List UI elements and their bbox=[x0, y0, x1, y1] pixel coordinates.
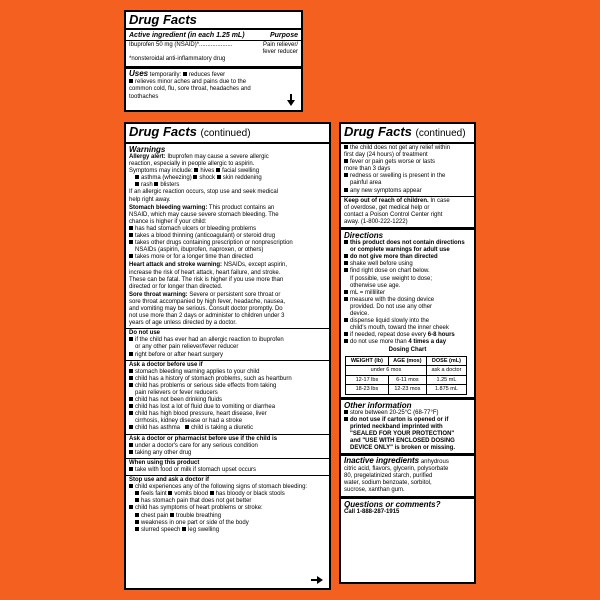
text: Symptoms may include: bbox=[129, 168, 193, 175]
symptom: has bloody or black stools bbox=[215, 491, 285, 498]
symptom: slurred speech bbox=[141, 526, 181, 533]
table-cell: 1.25 mL bbox=[426, 375, 466, 385]
text: citric acid, flavors, glycerin, polysorbate bbox=[344, 466, 449, 473]
list-item-cont: If possible, use weight to dose; bbox=[350, 275, 433, 282]
table-cell: ask a doctor bbox=[426, 366, 466, 376]
bullet-icon bbox=[344, 145, 348, 149]
panel-title: Drug Facts bbox=[129, 124, 197, 139]
text: years of age unless directed by a doctor. bbox=[129, 320, 237, 327]
list-item: child has asthma bbox=[135, 425, 181, 432]
warnings-heading: Warnings bbox=[129, 145, 166, 154]
footnote: *nonsteroidal anti-inflammatory drug bbox=[129, 56, 226, 63]
list-item-cont: and "USE WITH ENCLOSED DOSING bbox=[350, 437, 455, 444]
bullet-icon bbox=[344, 188, 348, 192]
list-item-cont: provided. Do not use any other bbox=[350, 303, 433, 310]
bullet-icon bbox=[129, 383, 133, 387]
symptom: chest pain bbox=[141, 512, 169, 519]
list-item: takes more or for a longer time than directed bbox=[135, 254, 254, 261]
symptom: hives bbox=[200, 168, 215, 175]
list-item: fever or pain gets worse or lasts bbox=[350, 159, 436, 166]
bullet-icon bbox=[135, 527, 139, 531]
text: contact a Poison Control Center right bbox=[344, 211, 443, 218]
text: of overdose, get medical help or bbox=[344, 204, 430, 211]
text: sore throat accompanied by high fever, headache, nausea, bbox=[129, 298, 286, 305]
list-item: do not give more than directed bbox=[350, 254, 438, 261]
text: not use more than 2 days or administer to children under 3 bbox=[129, 313, 285, 320]
bullet-icon bbox=[344, 410, 348, 414]
text: NSAIDs, except aspirin, bbox=[223, 262, 288, 269]
text: directed or for longer than directed. bbox=[129, 283, 223, 290]
table-cell: 6-11 mos bbox=[388, 375, 426, 385]
bullet-icon bbox=[129, 233, 133, 237]
heart-label: Heart attack and stroke warning: bbox=[129, 262, 223, 269]
list-item-cont: device. bbox=[350, 310, 370, 317]
ask-doctor-heading: Ask a doctor before use if bbox=[129, 361, 203, 368]
panel-title: Drug Facts bbox=[129, 12, 197, 27]
list-item: take with food or milk if stomach upset occurs bbox=[135, 466, 257, 473]
table-header: WEIGHT (lb) bbox=[346, 356, 389, 366]
list-item: child is taking a diuretic bbox=[191, 425, 254, 432]
list-item: takes other drugs containing prescription or nonprescription bbox=[135, 240, 293, 247]
symptom: has stomach pain that does not get better bbox=[141, 498, 252, 505]
text: In case bbox=[430, 197, 450, 204]
text: If an allergic reaction occurs, stop use and seek medical bbox=[129, 189, 279, 196]
list-item: stomach bleeding warning applies to your child bbox=[135, 368, 260, 375]
dosing-chart-title: Dosing Chart bbox=[388, 347, 427, 354]
uses-item-cont: common cold, flu, sore throat, headaches and bbox=[129, 86, 251, 93]
bullet-icon bbox=[129, 397, 133, 401]
text: sucrose, xanthan gum. bbox=[344, 487, 405, 494]
symptom: skin reddening bbox=[222, 175, 262, 182]
list-item: redness or swelling is present in the bbox=[350, 173, 446, 180]
uses-heading: Uses bbox=[129, 69, 149, 79]
bullet-icon bbox=[344, 240, 348, 244]
symptom: vomits blood bbox=[174, 491, 209, 498]
list-item: child experiences any of the following signs of stomach bleeding: bbox=[135, 484, 308, 491]
directions-heading: Directions bbox=[344, 231, 384, 241]
bullet-icon bbox=[183, 72, 187, 76]
bullet-icon bbox=[344, 254, 348, 258]
arrow-right-icon bbox=[311, 576, 323, 584]
bullet-icon bbox=[344, 173, 348, 177]
list-item-cont: pain relievers or fever reducers bbox=[135, 390, 218, 396]
bullet-icon bbox=[185, 425, 189, 429]
list-item: child has problems or serious side effects from taking bbox=[135, 382, 277, 389]
panel-title-cont: (continued) bbox=[415, 128, 466, 139]
bullet-icon bbox=[170, 513, 174, 517]
list-item-cont: "SEALED FOR YOUR PROTECTION" bbox=[350, 430, 455, 437]
bullet-icon bbox=[344, 318, 348, 322]
bullet-icon bbox=[129, 484, 133, 488]
symptom: trouble breathing bbox=[176, 512, 222, 519]
table-row bbox=[346, 375, 467, 385]
list-item-cont: NSAIDs (aspirin, ibuprofen, naproxen, or others) bbox=[135, 247, 264, 254]
list-item: dispense liquid slowly into the bbox=[350, 318, 430, 325]
uses-intro: temporarily: bbox=[149, 72, 182, 79]
panel-title: Drug Facts bbox=[344, 124, 412, 139]
text: This product contains an bbox=[208, 204, 275, 211]
list-item-cont: DEVICE ONLY" is broken or missing. bbox=[350, 445, 455, 451]
text: NSAID, which may cause severe stomach bleeding. The bbox=[129, 211, 279, 218]
uses-item: reduces fever bbox=[188, 72, 226, 79]
bullet-icon bbox=[344, 332, 348, 336]
symptom: rash bbox=[141, 182, 153, 189]
list-item-cont: printed neckband imprinted with bbox=[350, 423, 443, 430]
purpose-heading: Purpose bbox=[269, 32, 298, 39]
bullet-icon bbox=[344, 417, 348, 421]
text: Severe or persistent sore throat or bbox=[189, 291, 281, 298]
bullet-icon bbox=[129, 369, 133, 373]
bullet-icon bbox=[129, 240, 133, 244]
bullet-icon bbox=[129, 450, 133, 454]
arrow-down-icon bbox=[287, 94, 295, 106]
text: away. (1-800-222-1222) bbox=[344, 218, 408, 225]
list-item-cont: or any other pain reliever/fever reducer bbox=[135, 344, 239, 351]
list-item: do not use more than bbox=[350, 339, 407, 346]
bullet-icon bbox=[129, 254, 133, 258]
text: anhydrous bbox=[420, 459, 449, 466]
bullet-icon bbox=[129, 226, 133, 230]
stomach-label: Stomach bleeding warning: bbox=[129, 204, 208, 211]
drug-facts-panel-2 bbox=[124, 122, 331, 590]
list-item: measure with the dosing device bbox=[350, 296, 435, 303]
list-item-cont: more than 3 days bbox=[344, 166, 391, 173]
list-item: any new symptoms appear bbox=[350, 187, 422, 194]
table-cell: under 6 mos bbox=[346, 366, 427, 376]
active-ingredient-heading: Active ingredient (in each 1.25 mL) bbox=[129, 32, 245, 39]
bullet-icon bbox=[344, 159, 348, 163]
bullet-icon bbox=[129, 376, 133, 380]
table-cell: 12-23 mos bbox=[388, 385, 426, 395]
list-item: do not use if carton is opened or if bbox=[350, 416, 449, 423]
bullet-icon bbox=[129, 404, 133, 408]
bullet-icon bbox=[344, 268, 348, 272]
list-item: takes a blood thinning (anticoagulant) or steroid drug bbox=[135, 233, 276, 240]
list-item: find right dose on chart below. bbox=[350, 268, 430, 275]
bullet-icon bbox=[135, 513, 139, 517]
list-item: shake well before using bbox=[350, 261, 413, 268]
list-item: taking any other drug bbox=[135, 449, 192, 456]
phone-number: Call 1-888-287-1915 bbox=[344, 508, 400, 515]
list-item: store between 20-25°C (68-77°F) bbox=[350, 409, 439, 416]
symptom: weakness in one part or side of the body bbox=[141, 519, 249, 526]
bullet-icon bbox=[129, 352, 133, 356]
list-item: right before or after heart surgery bbox=[135, 351, 224, 358]
bullet-icon bbox=[193, 175, 197, 179]
bullet-icon bbox=[194, 168, 198, 172]
text: increase the risk of heart attack, heart failure, and stroke. bbox=[129, 269, 281, 276]
list-item: child has lost a lot of fluid due to vomiting or diarrhea bbox=[135, 404, 276, 411]
other-info-heading: Other information bbox=[344, 400, 412, 410]
list-item-cont: otherwise use age. bbox=[350, 282, 401, 289]
list-item-cont: cirrhosis, kidney disease or had a stroke bbox=[135, 418, 243, 425]
table-row bbox=[346, 366, 467, 376]
when-using-heading: When using this product bbox=[129, 459, 200, 466]
text: help right away. bbox=[129, 196, 171, 203]
bullet-icon bbox=[129, 505, 133, 509]
bullet-icon bbox=[217, 175, 221, 179]
list-item: mL = milliliter bbox=[350, 289, 385, 296]
bullet-icon bbox=[344, 261, 348, 265]
stop-use-heading: Stop use and ask a doctor if bbox=[129, 477, 210, 484]
bullet-icon bbox=[344, 297, 348, 301]
bullet-icon bbox=[129, 411, 133, 415]
bullet-icon bbox=[135, 498, 139, 502]
bullet-icon bbox=[154, 182, 158, 186]
do-not-use-heading: Do not use bbox=[129, 330, 160, 337]
table-cell: 18-23 lbs bbox=[346, 385, 389, 395]
bullet-icon bbox=[129, 79, 133, 83]
keep-out-label: Keep out of reach of children. bbox=[344, 197, 429, 204]
list-item-cont: or complete warnings for adult use bbox=[350, 247, 450, 254]
symptom: leg swelling bbox=[188, 526, 220, 533]
bullet-icon bbox=[135, 520, 139, 524]
list-item: child has symptoms of heart problems or stroke: bbox=[135, 505, 263, 512]
list-item: this product does not contain directions bbox=[350, 240, 465, 247]
list-item-cont: child's mouth, toward the inner cheek bbox=[350, 325, 449, 332]
list-item: if the child has ever had an allergic reaction to ibuprofen bbox=[135, 337, 284, 344]
text: water, sodium benzoate, sorbitol, bbox=[344, 480, 432, 487]
bullet-icon bbox=[129, 425, 133, 429]
list-item: if needed, repeat dose every bbox=[350, 332, 427, 339]
bullet-icon bbox=[168, 491, 172, 495]
bullet-icon bbox=[129, 337, 133, 341]
throat-label: Sore throat warning: bbox=[129, 291, 188, 298]
symptom: asthma (wheezing) bbox=[141, 175, 192, 182]
list-item-cont: first day (24 hours) of treatment bbox=[344, 152, 428, 159]
purpose-text-1: Pain reliever/ bbox=[262, 42, 298, 48]
text: and vomiting may be serious. Consult doctor promptly. Do bbox=[129, 305, 283, 312]
symptom: feels faint bbox=[141, 491, 167, 498]
list-item-bold: 6-8 hours bbox=[427, 332, 455, 339]
bullet-icon bbox=[129, 467, 133, 471]
bullet-icon bbox=[135, 175, 139, 179]
text: Ibuprofen may cause a severe allergic bbox=[167, 154, 269, 160]
list-item: has had stomach ulcers or bleeding problems bbox=[135, 225, 257, 232]
list-item: child has high blood pressure, heart disease, liver bbox=[135, 411, 267, 418]
purpose-text-2: fever reducer bbox=[262, 49, 298, 56]
list-item-cont: painful area bbox=[350, 180, 382, 187]
bullet-icon bbox=[135, 182, 139, 186]
inactive-heading: Inactive ingredients bbox=[344, 456, 420, 466]
questions-heading: Questions or comments? bbox=[344, 499, 441, 509]
text: 80, pregelatinized starch, purified bbox=[344, 473, 433, 480]
table-header: DOSE (mL) bbox=[426, 356, 466, 366]
text: These can be fatal. The risk is higher if you use more than bbox=[129, 276, 284, 283]
ingredient-text: Ibuprofen 50 mg (NSAID)*.................... bbox=[129, 42, 233, 48]
list-item-bold: 4 times a day bbox=[408, 339, 447, 346]
list-item: under a doctor's care for any serious condition bbox=[135, 442, 258, 449]
table-row bbox=[346, 385, 467, 395]
bullet-icon bbox=[135, 491, 139, 495]
text: reaction, especially in people allergic to aspirin. bbox=[129, 161, 255, 168]
list-item: child has a history of stomach problems, such as heartburn bbox=[135, 375, 292, 382]
table-cell: 12-17 lbs bbox=[346, 375, 389, 385]
table-cell: 1.875 mL bbox=[426, 385, 466, 395]
list-item: child has not been drinking fluids bbox=[135, 397, 223, 404]
panel-title-cont: (continued) bbox=[200, 128, 251, 139]
symptom: blisters bbox=[160, 182, 180, 189]
text: chance is higher if your child: bbox=[129, 218, 207, 225]
table-header: AGE (mos) bbox=[388, 356, 426, 366]
drug-facts-panel-3 bbox=[339, 122, 476, 584]
uses-item-cont: toothaches bbox=[129, 93, 159, 100]
bullet-icon bbox=[182, 527, 186, 531]
ask-pharmacist-heading: Ask a doctor or pharmacist before use if the child is bbox=[129, 435, 278, 442]
drug-facts-panel-1 bbox=[124, 10, 303, 112]
symptom: facial swelling bbox=[222, 168, 260, 175]
uses-item: relieves minor aches and pains due to the bbox=[135, 79, 247, 86]
allergy-label: Allergy alert: bbox=[129, 154, 166, 160]
symptom: shock bbox=[199, 175, 216, 182]
bullet-icon bbox=[344, 339, 348, 343]
list-item: the child does not get any relief within bbox=[350, 145, 451, 151]
bullet-icon bbox=[129, 443, 133, 447]
bullet-icon bbox=[216, 168, 220, 172]
bullet-icon bbox=[344, 290, 348, 294]
dosing-chart-table bbox=[345, 356, 467, 395]
bullet-icon bbox=[210, 491, 214, 495]
